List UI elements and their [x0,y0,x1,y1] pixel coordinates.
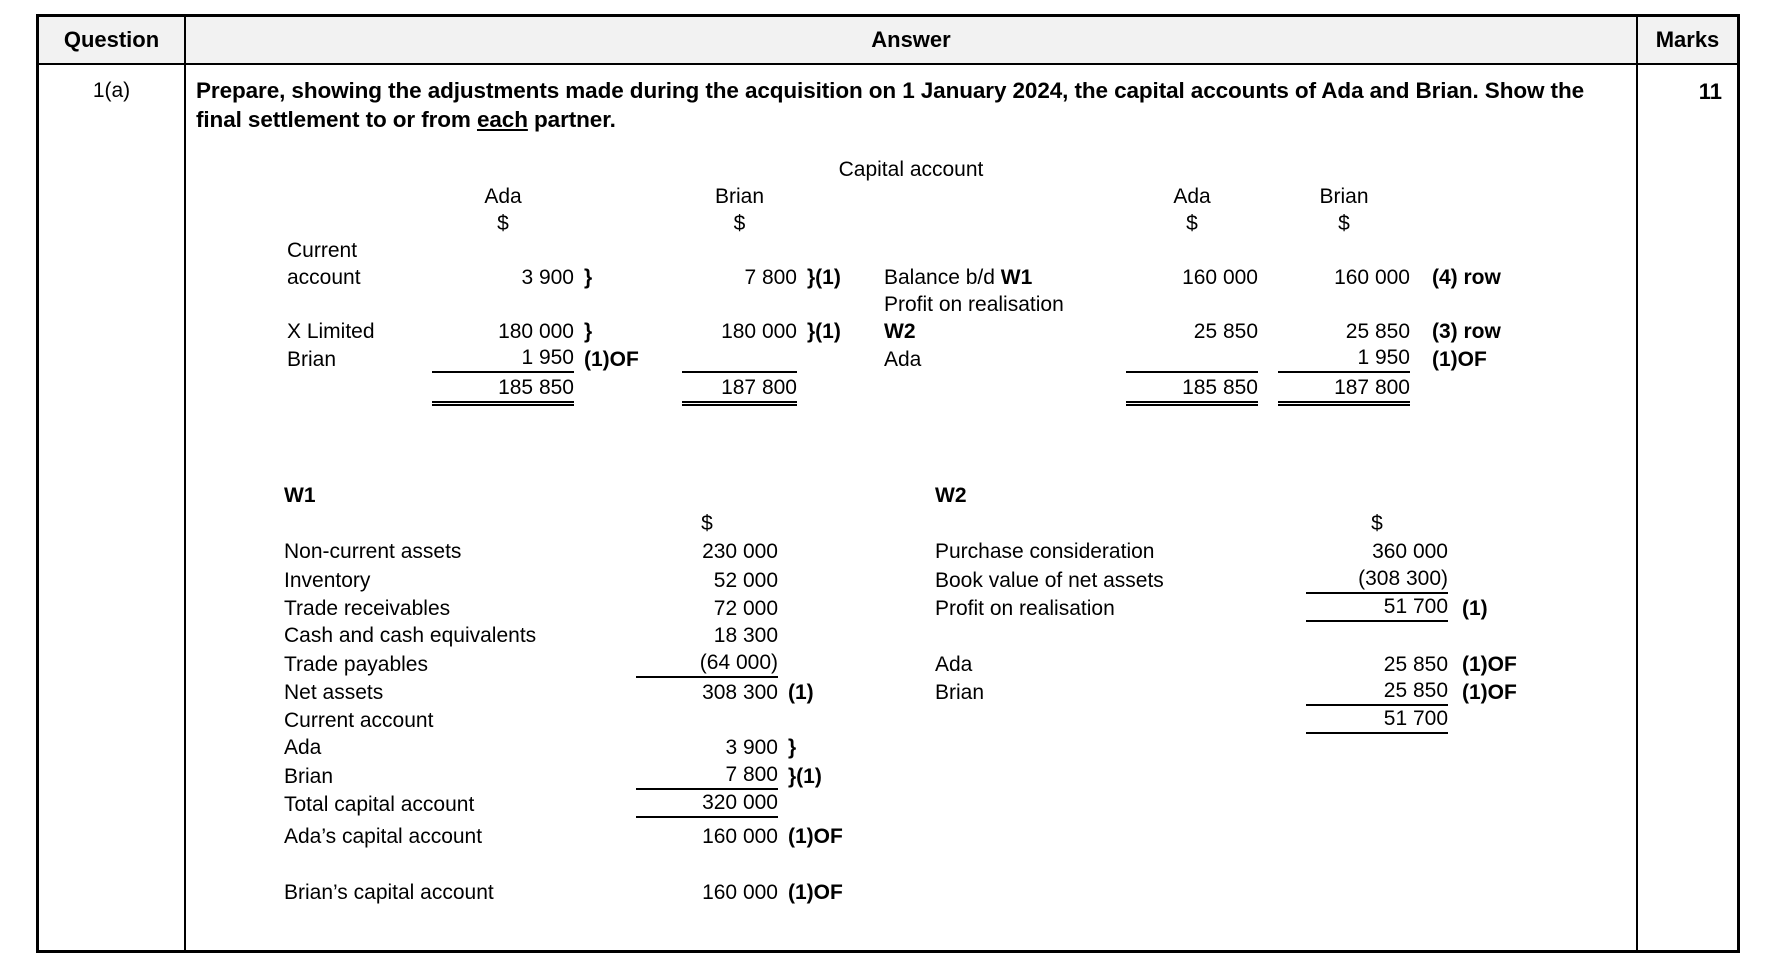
instruction-underlined-word: each [476,107,528,132]
answer-column-header [184,17,1636,65]
w1-label: Ada [284,736,322,759]
marks-header-label: Marks [1655,27,1720,52]
ca-row-xlimited-w2 [186,318,1636,345]
w1-amount: (64 000) [636,649,778,678]
credit-brian-amount: 1 950 [1278,345,1410,373]
mark: (4) row [1432,266,1501,289]
ca-row-current-line1 [186,237,1636,264]
working-ref-w2: W2 [884,320,916,343]
w1-label: Trade payables [284,653,428,676]
question-instruction [186,65,1636,134]
w-row-ada-capital [186,822,1636,850]
credit-label: Profit on realisation [884,293,1064,316]
instruction-text: Prepare, showing the adjustments made during the acquisition on 1 January 2024, the capital accounts of Ada and Brian. Show the final settlement to or from [196,78,1585,132]
debit-ada-amount: 3 900 [521,266,574,289]
question-number: 1(a) [92,79,131,102]
w1-amount: 160 000 [702,881,778,904]
working-ref-w1: W1 [1000,266,1033,289]
debit-brian-amount: 7 800 [744,266,797,289]
mark: (1) [1462,597,1488,620]
w2-label: Book value of net assets [935,569,1164,592]
w1-label: Inventory [284,569,371,592]
debit-brian-total: 187 800 [682,372,797,406]
debit-brian-dollar: $ [733,212,746,235]
w-row-currency [186,509,1636,537]
mark: (1)OF [1462,653,1517,676]
w1-label: Brian’s capital account [284,881,494,904]
ca-partner-names-row [186,183,1636,210]
w2-label: Brian [935,681,985,704]
mark: } [584,266,593,289]
debit-label: X Limited [287,320,375,343]
w-row-currentaccount-total [186,705,1636,733]
mark: } [788,736,797,759]
mark: }(1) [788,765,822,788]
w1-heading: W1 [284,484,316,507]
mark: (1) [788,681,814,704]
mark: (1)OF [1432,348,1487,371]
w-row-brian [186,761,1636,789]
debit-ada-dollar: $ [497,212,509,235]
question-number-cell [39,65,184,950]
w1-label: Brian [284,765,334,788]
w1-amount: 3 900 [725,736,778,759]
mark: }(1) [807,266,841,289]
w2-amount: 51 700 [1306,593,1448,622]
mark-scheme-table [36,14,1740,953]
question-header-label: Question [63,27,160,52]
w-row-noncurrent-purchase [186,537,1636,565]
w-row-payables-ada [186,649,1636,677]
question-column-header [39,17,184,65]
w1-label: Net assets [284,681,384,704]
w1-amount: 72 000 [713,597,778,620]
credit-brian-amount: 160 000 [1334,266,1410,289]
w-row-spacer [186,850,1636,878]
credit-brian-amount: 25 850 [1345,320,1410,343]
ca-row-current-balance [186,264,1636,291]
mark: }(1) [807,320,841,343]
w2-label: Purchase consideration [935,540,1155,563]
w1-label: Non-current assets [284,540,462,563]
w2-amount: 360 000 [1372,540,1448,563]
w-row-headings [186,481,1636,509]
debit-ada-header: Ada [484,185,522,208]
w-row-ada [186,733,1636,761]
credit-brian-total: 187 800 [1278,372,1410,406]
w1-amount: 18 300 [713,624,778,647]
credit-brian-header: Brian [1319,185,1369,208]
debit-ada-amount: 180 000 [498,320,574,343]
w2-heading: W2 [935,484,967,507]
credit-label: Ada [884,348,922,371]
w2-amount: 25 850 [1383,653,1448,676]
w1-dollar: $ [701,512,713,535]
debit-label: Current [287,239,358,262]
w2-amount: (308 300) [1306,565,1448,594]
w1-label: Trade receivables [284,597,451,620]
w2-dollar: $ [1371,512,1383,535]
w1-amount: 52 000 [713,569,778,592]
w1-label: Cash and cash equivalents [284,624,537,647]
marks-value-cell [1636,65,1737,950]
w1-label: Total capital account [284,793,475,816]
debit-ada-total: 185 850 [432,372,574,406]
ca-row-totals [186,372,1636,403]
credit-ada-dollar: $ [1186,212,1198,235]
credit-brian-dollar: $ [1338,212,1350,235]
ca-row-brian-ada [186,345,1636,372]
mark: (3) row [1432,320,1501,343]
w1-label: Ada’s capital account [284,825,483,848]
w1-amount: 7 800 [636,761,778,790]
credit-label: Balance b/d W1 [884,266,1033,289]
mark: (1)OF [788,881,843,904]
mark: (1)OF [584,348,639,371]
credit-ada-amount: 25 850 [1193,320,1258,343]
mark: } [584,320,593,343]
w-row-total-capital [186,789,1636,817]
capital-account-title: Capital account [838,158,984,181]
marks-column-header [1636,17,1737,65]
credit-ada-amount: 160 000 [1182,266,1258,289]
capital-account-grid [186,183,1636,403]
w1-amount: 160 000 [702,825,778,848]
credit-ada-header: Ada [1173,185,1211,208]
ca-currency-row [186,210,1636,237]
credit-ada-total: 185 850 [1126,372,1258,406]
answer-cell [184,65,1636,950]
mark: (1)OF [1462,681,1517,704]
ca-row-profit-label [186,291,1636,318]
instruction-text-end: partner. [527,107,616,132]
w2-amount: 51 700 [1306,705,1448,734]
debit-brian-amount: 180 000 [721,320,797,343]
answer-header-label: Answer [871,27,951,52]
workings-grid [186,481,1636,906]
w1-amount: 308 300 [702,681,778,704]
w-row-receivables-profit [186,593,1636,621]
ruled-empty-cell [682,345,797,373]
w-row-cash [186,621,1636,649]
w1-amount: 230 000 [702,540,778,563]
w-row-brian-capital [186,878,1636,906]
w2-label: Profit on realisation [935,597,1115,620]
debit-ada-amount: 1 950 [432,345,574,373]
debit-brian-header: Brian [714,185,765,208]
w2-amount: 25 850 [1306,677,1448,706]
w1-amount: 320 000 [636,789,778,818]
marks-value: 11 [1698,79,1722,104]
ruled-empty-cell [1126,345,1258,373]
w-row-netassets-brian [186,677,1636,705]
w1-label: Current account [284,709,434,732]
debit-label: Brian [287,348,337,371]
debit-label: account [287,266,361,289]
w-row-inventory-bookvalue [186,565,1636,593]
mark: (1)OF [788,825,843,848]
w2-label: Ada [935,653,973,676]
